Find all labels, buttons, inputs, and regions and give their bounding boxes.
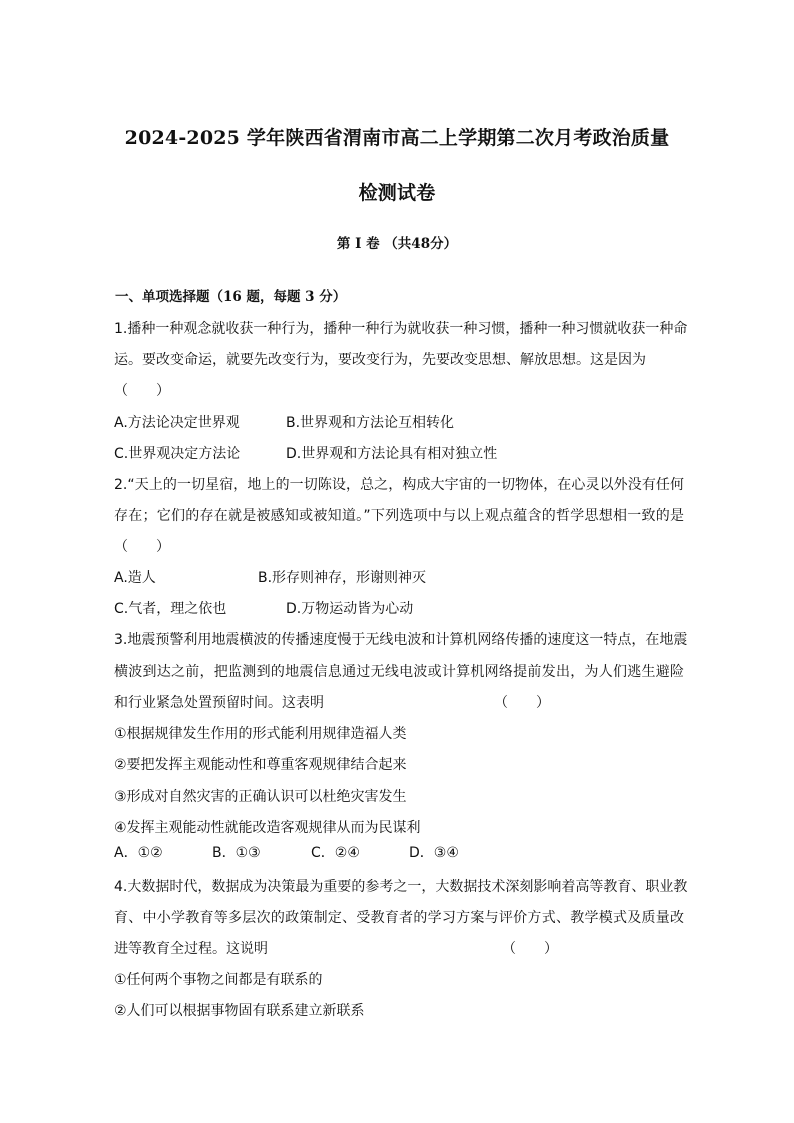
q1-option-d: D.世界观和方法论具有相对独立性: [286, 446, 498, 462]
q4-item-2: ②人们可以根据事物固有联系建立新联系: [114, 1003, 365, 1019]
q4-line-1: 4.大数据时代，数据成为决策最为重要的参考之一，大数据技术深刻影响着高等教育、职业教: [114, 879, 688, 895]
q2-answer-paren: （ ）: [114, 539, 170, 555]
q3-item-1: ①根据规律发生作用的形式能利用规律造福人类: [114, 726, 407, 742]
section-heading: 一、单项选择题（16 题，每题 3 分）: [115, 289, 347, 305]
q3-choice-c: C．②④: [311, 845, 360, 861]
q3-item-3: ③形成对自然灾害的正确认识可以杜绝灾害发生: [114, 789, 407, 805]
q1-line-2: 运。要改变命运，就要先改变行为，要改变行为，先要改变思想、解放思想。这是因为: [114, 352, 646, 368]
q4-line-3: 进等教育全过程。这说明: [114, 941, 268, 957]
q3-item-2: ②要把发挥主观能动性和尊重客观规律结合起来: [114, 757, 407, 773]
q1-option-c: C.世界观决定方法论: [114, 446, 241, 462]
q4-line-2: 育、中小学教育等多层次的政策制定、受教育者的学习方案与评价方式、教学模式及质量改: [114, 910, 684, 926]
q3-choice-a: A．①②: [114, 845, 163, 861]
q4-item-1: ①任何两个事物之间都是有联系的: [114, 972, 323, 988]
q3-line-1: 3.地震预警利用地震横波的传播速度慢于无线电波和计算机网络传播的速度这一特点，在地震: [114, 632, 688, 648]
q1-line-1: 1.播种一种观念就收获一种行为，播种一种行为就收获一种习惯，播种一种习惯就收获一种命: [114, 321, 688, 337]
q3-item-4: ④发挥主观能动性就能改造客观规律从而为民谋利: [114, 820, 421, 836]
q3-line-2: 横波到达之前，把监测到的地震信息通过无线电波或计算机网络提前发出，为人们逃生避险: [114, 664, 684, 680]
q3-line-3: 和行业紧急处置预留时间。这表明: [114, 695, 324, 711]
q3-choice-d: D．③④: [409, 845, 459, 861]
exam-title-line-1: 2024-2025 学年陕西省渭南市高二上学期第二次月考政治质量: [124, 127, 670, 149]
q3-answer-paren: （ ）: [494, 695, 550, 711]
q2-line-1: 2.“天上的一切星宿，地上的一切陈设，总之，构成大宇宙的一切物体，在心灵以外没有任何: [114, 477, 684, 493]
q3-choice-b: B．①③: [212, 845, 261, 861]
q2-option-b: B.形存则神存，形谢则神灭: [258, 570, 427, 586]
q2-option-c: C.气者，理之依也: [114, 601, 227, 617]
q2-option-d: D.万物运动皆为心动: [286, 601, 414, 617]
q1-option-a: A.方法论决定世界观: [114, 415, 240, 431]
q2-option-a: A.造人: [114, 570, 156, 586]
q2-line-2: 存在；它们的存在就是被感知或被知道。”下列选项中与以上观点蕴含的哲学思想相一致的是: [114, 508, 684, 524]
q1-option-b: B.世界观和方法论互相转化: [286, 415, 455, 431]
q4-answer-paren: （ ）: [502, 941, 558, 957]
part-heading: 第 I 卷 （共48分）: [336, 236, 458, 252]
q1-answer-paren: （ ）: [114, 383, 170, 399]
exam-title-line-2: 检测试卷: [358, 182, 436, 204]
